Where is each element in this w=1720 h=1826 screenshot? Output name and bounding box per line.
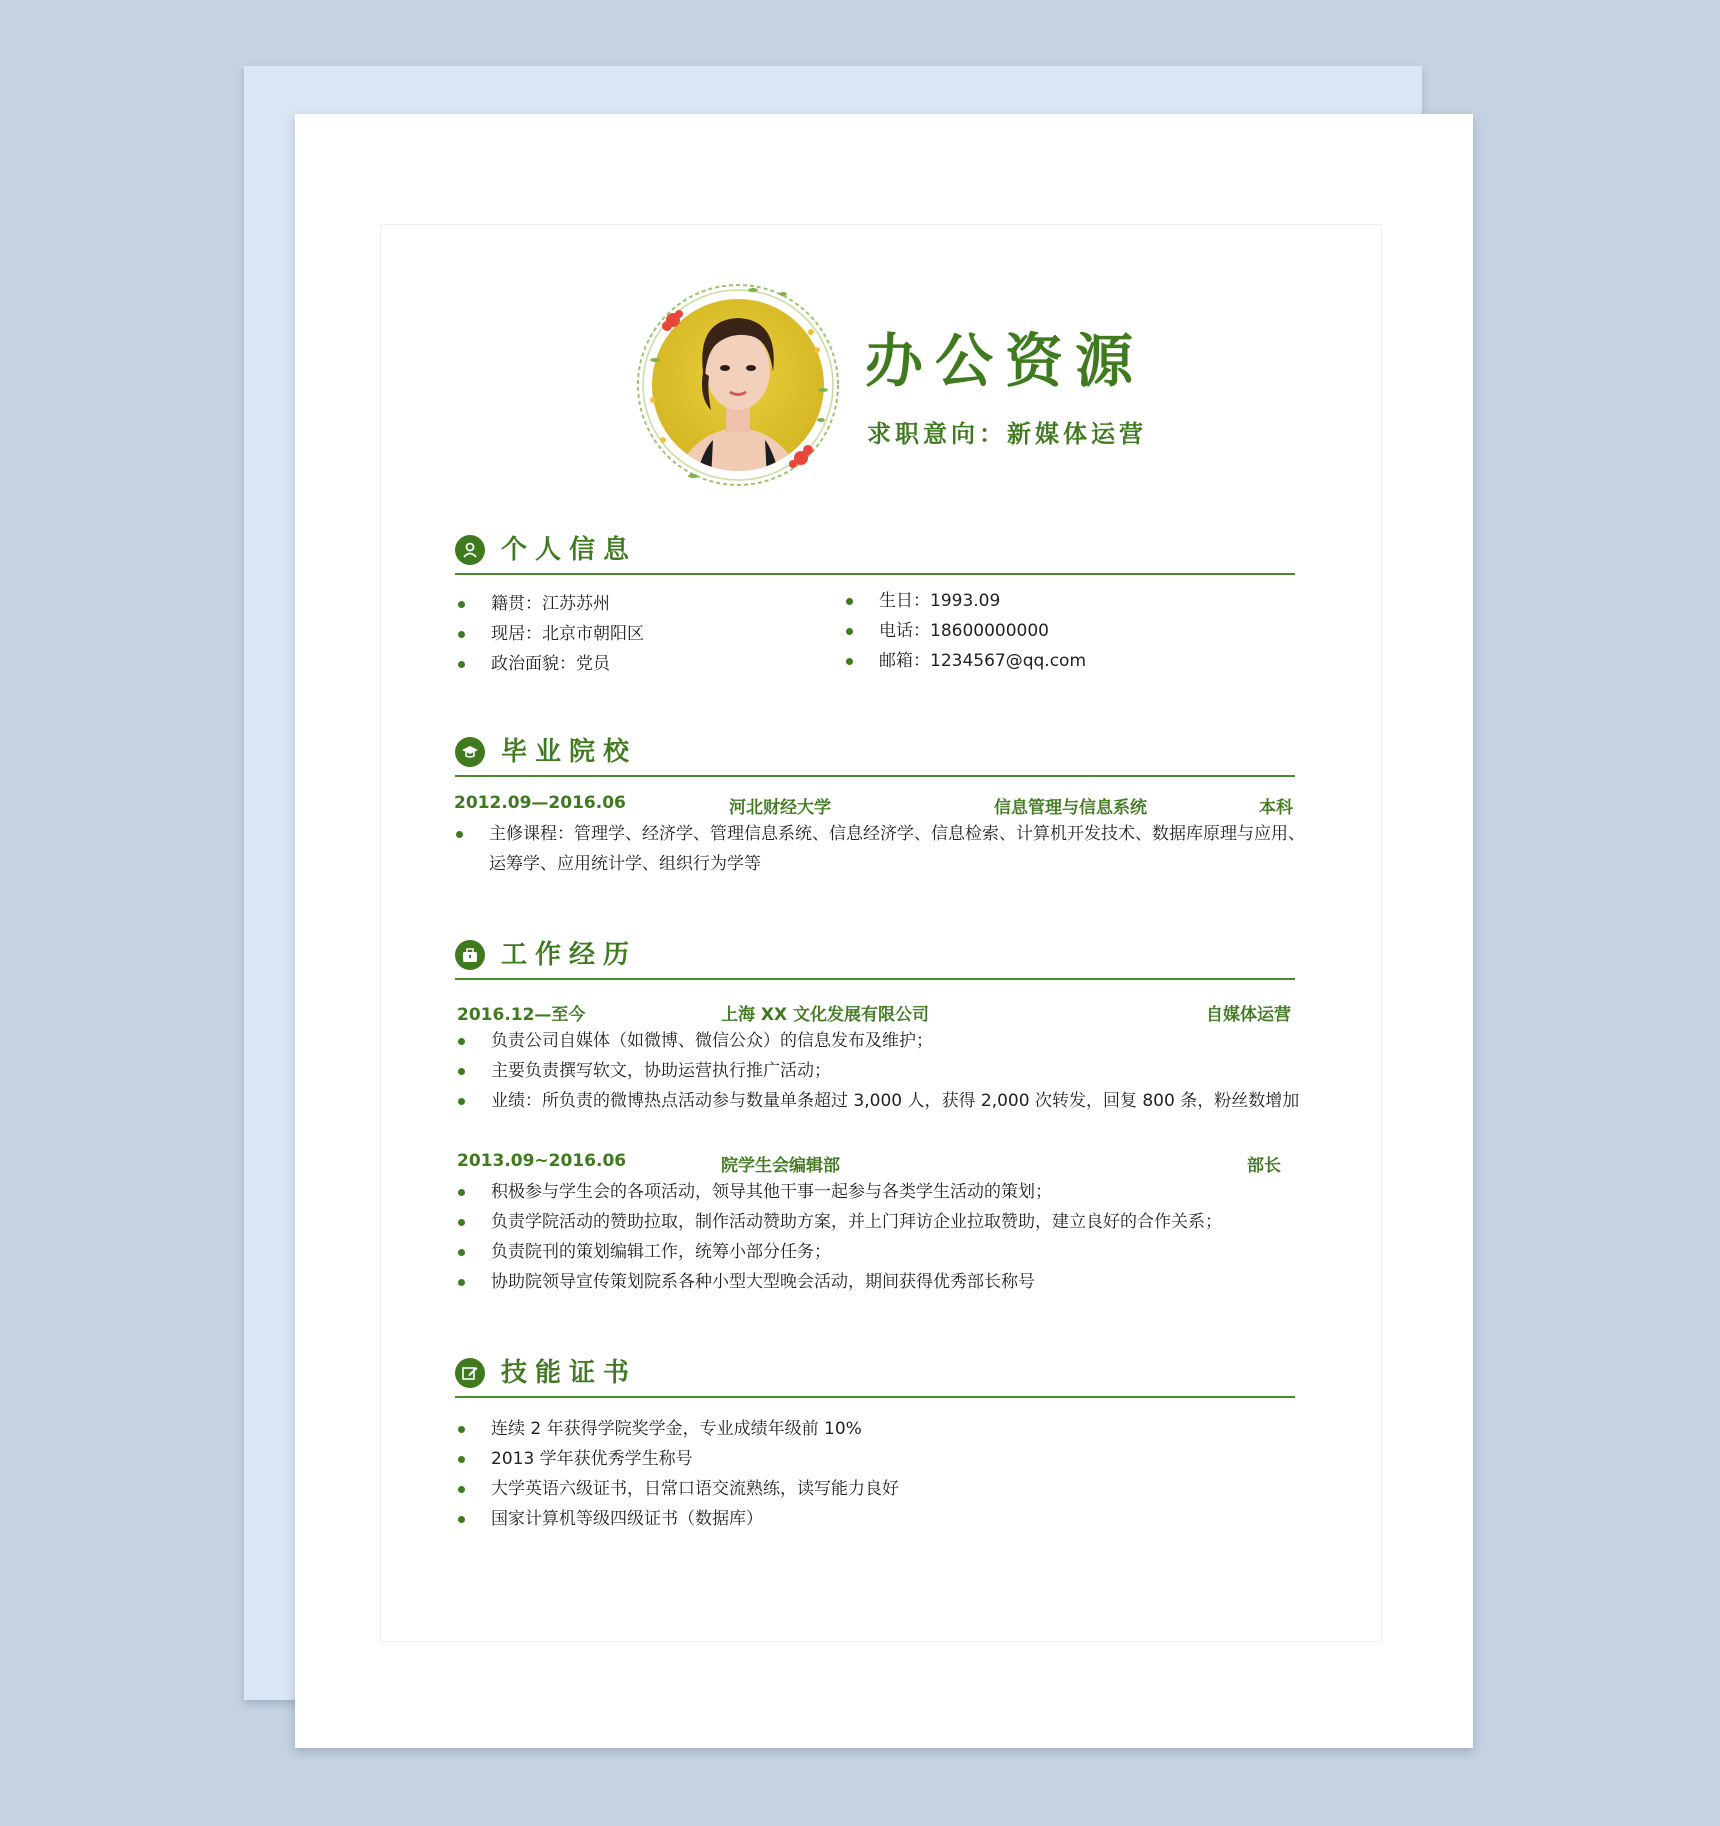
- list-item: 积极参与学生会的各项活动，领导其他干事一起参与各类学生活动的策划；: [491, 1182, 1052, 1202]
- list-item: 国家计算机等级四级证书（数据库）: [491, 1509, 763, 1529]
- briefcase-icon: [455, 940, 485, 970]
- list-item: 连续 2 年获得学院奖学金，专业成绩年级前 10%: [491, 1419, 862, 1439]
- edu-period: 2012.09—2016.06: [454, 793, 626, 813]
- resume-page: [295, 114, 1473, 1748]
- applicant-name: 办公资源: [864, 327, 1145, 395]
- section-divider: [455, 978, 1295, 980]
- section-divider: [455, 573, 1295, 575]
- job-role: 部长: [1247, 1156, 1281, 1176]
- edu-major: 信息管理与信息系统: [994, 798, 1147, 818]
- section-divider: [455, 1396, 1295, 1398]
- edit-icon: [455, 1358, 485, 1388]
- list-item: 协助院领导宣传策划院系各种小型大型晚会活动，期间获得优秀部长称号: [491, 1272, 1035, 1292]
- graduation-cap-icon: [455, 737, 485, 767]
- job-intent: 求职意向：新媒体运营: [867, 419, 1147, 448]
- list-item: 邮箱：1234567@qq.com: [879, 651, 1087, 671]
- section-divider: [455, 775, 1295, 777]
- list-item: 政治面貌：党员: [491, 654, 610, 674]
- list-item-continued: 运筹学、应用统计学、组织行为学等: [489, 854, 761, 874]
- section-title: 工作经历: [501, 940, 638, 970]
- section-title: 毕业院校: [501, 737, 638, 767]
- job-company: 上海 XX 文化发展有限公司: [721, 1005, 930, 1025]
- section-title: 个人信息: [501, 535, 638, 565]
- list-item: 负责学院活动的赞助拉取，制作活动赞助方案，并上门拜访企业拉取赞助，建立良好的合作关系；: [491, 1212, 1222, 1232]
- list-item: 生日：1993.09: [879, 591, 1001, 611]
- edu-school: 河北财经大学: [729, 798, 831, 818]
- job-period: 2013.09~2016.06: [457, 1151, 627, 1171]
- job-role: 自媒体运营: [1206, 1005, 1291, 1025]
- job-company: 院学生会编辑部: [721, 1156, 840, 1176]
- edu-degree: 本科: [1259, 798, 1293, 818]
- list-item: 大学英语六级证书，日常口语交流熟练，读写能力良好: [491, 1479, 899, 1499]
- section-title: 技能证书: [501, 1358, 638, 1388]
- list-item: 业绩：所负责的微博热点活动参与数量单条超过 3,000 人，获得 2,000 次转发，回复 800 条，粉丝数增加: [491, 1091, 1300, 1111]
- list-item: 2013 学年获优秀学生称号: [491, 1449, 693, 1469]
- list-item: 籍贯：江苏苏州: [491, 594, 610, 614]
- list-item: 主修课程：管理学、经济学、管理信息系统、信息经济学、信息检索、计算机开发技术、数据库原理与应用、: [489, 824, 1305, 844]
- user-icon: [455, 535, 485, 565]
- list-item: 负责公司自媒体（如微博、微信公众）的信息发布及维护；: [491, 1031, 933, 1051]
- job-period: 2016.12—至今: [457, 1005, 586, 1025]
- list-item: 电话：18600000000: [879, 621, 1049, 641]
- profile-photo: [633, 280, 843, 490]
- list-item: 现居：北京市朝阳区: [491, 624, 644, 644]
- list-item: 负责院刊的策划编辑工作，统筹小部分任务；: [491, 1242, 831, 1262]
- list-item: 主要负责撰写软文，协助运营执行推广活动；: [491, 1061, 831, 1081]
